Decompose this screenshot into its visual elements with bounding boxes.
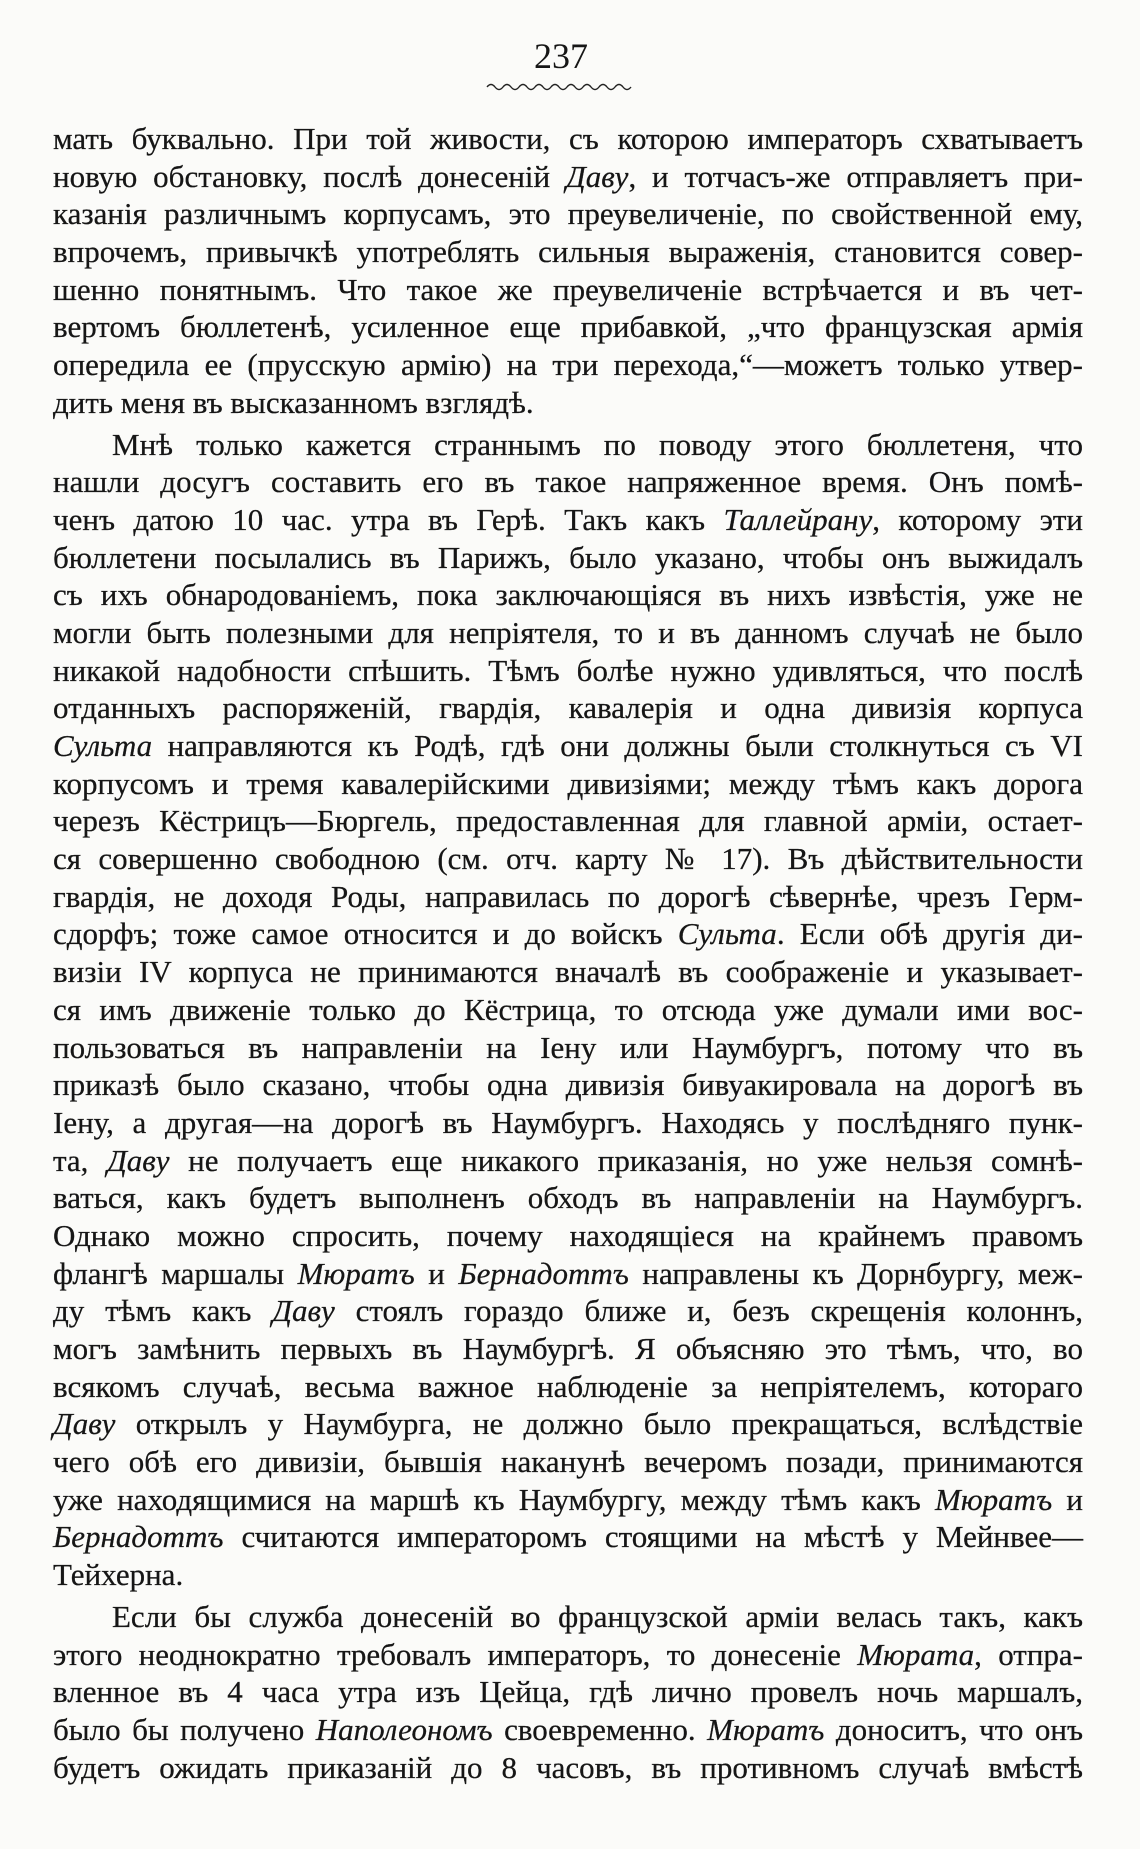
- text-run: флангѣ маршалы: [53, 1255, 298, 1291]
- text-line: [53, 991, 1083, 1029]
- text-run: та,: [53, 1142, 108, 1178]
- text-line: [53, 1142, 1083, 1180]
- text-run: отданныхъ распоряженій, гвардія, кавалерія и одна дивизія корпуса: [53, 690, 1083, 726]
- text-run: направляются къ Родѣ, гдѣ они должны были столкнуться съ VI: [152, 728, 1083, 763]
- text-line: [53, 158, 1083, 196]
- text-line: [53, 384, 1083, 422]
- text-line: [53, 878, 1083, 916]
- text-run: доноситъ, что онъ: [824, 1711, 1083, 1747]
- text-line: [53, 1368, 1083, 1406]
- italic-name-run: Мюратъ: [297, 1255, 415, 1291]
- text-run: шенно понятнымъ. Что такое же преувеличеніе встрѣчается и въ чет-: [53, 271, 1083, 307]
- text-line: [53, 426, 1083, 464]
- text-line: [53, 652, 1083, 690]
- text-run: опередила ее (прусскую армію) на три перехода,“—можетъ только утвер-: [53, 347, 1083, 383]
- italic-name-run: Бернадоттъ: [53, 1519, 224, 1555]
- text-line: [53, 1443, 1083, 1481]
- text-line: [53, 1029, 1083, 1067]
- text-line: [53, 1405, 1083, 1443]
- italic-name-run: Таллейрану: [723, 501, 873, 537]
- text-run: казанія различнымъ корпусамъ, это преувеличеніе, по свойственной ему,: [53, 196, 1083, 232]
- text-line: [53, 1104, 1083, 1142]
- text-line: [53, 614, 1083, 652]
- text-line: [53, 1673, 1083, 1711]
- text-run: могъ замѣнить первыхъ въ Наумбургѣ. Я объясняю это тѣмъ, что, во: [53, 1331, 1083, 1366]
- text-line: [53, 233, 1083, 271]
- text-run: ся имъ движеніе только до Кёстрица, то отсюда уже думали ими вос-: [53, 991, 1083, 1027]
- paragraph: [53, 426, 1083, 1594]
- text-run: нашли досугъ составить его въ такое напряженное время. Онъ помѣ-: [53, 464, 1083, 500]
- italic-name-run: Даву: [107, 1142, 170, 1178]
- italic-name-run: Сульта: [53, 728, 153, 763]
- text-run: дить меня въ высказанномъ взглядѣ.: [53, 384, 534, 420]
- text-line: [53, 1749, 1083, 1787]
- text-line: [53, 727, 1083, 765]
- text-run: вертомъ бюллетенѣ, усиленное еще прибавкой, „что французская армія: [53, 309, 1083, 345]
- italic-name-run: Мюратъ: [935, 1481, 1053, 1517]
- italic-name-run: Даву: [272, 1293, 335, 1329]
- text-run: было бы получено: [53, 1711, 316, 1747]
- text-line: [53, 1330, 1083, 1368]
- text-run: , которому эти: [872, 501, 1084, 537]
- text-run: пользоваться въ направленіи на Іену или Наумбургъ, потому что въ: [53, 1029, 1083, 1065]
- text-run: ченъ датою 10 час. утра въ Герѣ. Такъ какъ: [53, 501, 724, 537]
- text-line: [53, 1556, 1083, 1594]
- text-line: [53, 1217, 1083, 1255]
- text-line: [53, 1711, 1083, 1749]
- text-run: не получаетъ еще никакого приказанія, но уже нельзя сомнѣ-: [169, 1142, 1083, 1178]
- text-run: этого неоднократно требовалъ императоръ, то донесеніе: [53, 1636, 858, 1672]
- text-line: [53, 1255, 1083, 1293]
- text-line: [53, 346, 1083, 384]
- page-number: 237: [534, 36, 588, 76]
- italic-name-run: Наполеономъ: [315, 1711, 493, 1747]
- text-run: стоялъ гораздо ближе и, безъ скрещенія колоннъ,: [334, 1293, 1083, 1329]
- text-run: Іену, а другая—на дорогѣ въ Наумбургъ. Находясь у послѣдняго пунк-: [53, 1104, 1083, 1140]
- text-run: ваться, какъ будетъ выполненъ обходъ въ направленіи на Наумбургъ.: [53, 1180, 1083, 1216]
- text-line: [53, 1481, 1083, 1519]
- text-line: [53, 1179, 1083, 1217]
- text-line: [53, 308, 1083, 346]
- text-run: Если бы служба донесеній во французской арміи велась такъ, какъ: [112, 1598, 1083, 1634]
- text-line: [53, 271, 1083, 309]
- text-line: [53, 765, 1083, 803]
- text-line: [53, 463, 1083, 501]
- italic-name-run: Даву: [565, 158, 629, 194]
- paragraph: [53, 1598, 1083, 1786]
- text-run: , отпра-: [974, 1636, 1083, 1672]
- text-run: Однако можно спросить, почему находящіеся на крайнемъ правомъ: [53, 1217, 1083, 1253]
- text-run: впрочемъ, привычкѣ употреблять сильныя выраженія, становится совер-: [53, 234, 1083, 270]
- text-run: своевременно.: [492, 1711, 708, 1747]
- text-run: черезъ Кёстрицъ—Бюргель, предоставленная для главной арміи, остает-: [53, 803, 1083, 839]
- text-run: сдорфъ; тоже самое относится и до войскъ: [53, 916, 678, 952]
- italic-name-run: Даву: [53, 1406, 116, 1442]
- text-run: открылъ у Наумбурга, не должно было прекращаться, вслѣдствіе: [115, 1406, 1083, 1442]
- text-run: будетъ ожидать приказаній до 8 часовъ, въ противномъ случаѣ вмѣстѣ: [53, 1749, 1083, 1785]
- text-run: считаются императоромъ стоящими на мѣстѣ у Мейнвее—: [223, 1519, 1083, 1555]
- text-run: никакой надобности спѣшить. Тѣмъ болѣе нужно удивляться, что послѣ: [53, 652, 1083, 688]
- text-run: и: [1052, 1481, 1083, 1517]
- text-run: . Если обѣ другія ди-: [776, 916, 1083, 952]
- text-line: [53, 689, 1083, 727]
- text-run: всякомъ случаѣ, весьма важное наблюденіе за непріятелемъ, котораго: [53, 1368, 1083, 1404]
- text-run: уже находящимися на маршѣ къ Наумбургу, между тѣмъ какъ: [53, 1481, 935, 1517]
- text-run: визіи IV корпуса не принимаются вначалѣ въ соображеніе и указывает-: [53, 954, 1083, 990]
- italic-name-run: Мюратъ: [707, 1711, 825, 1747]
- text-run: новую обстановку, послѣ донесеній: [53, 158, 566, 194]
- text-run: и: [414, 1255, 459, 1291]
- text-run: чего обѣ его дивизіи, бывшія наканунѣ вечеромъ позади, принимаются: [53, 1444, 1083, 1480]
- italic-name-run: Бернадоттъ: [458, 1255, 629, 1291]
- italic-name-run: Сульта: [677, 916, 777, 952]
- text-run: ду тѣмъ какъ: [53, 1293, 273, 1329]
- text-line: [53, 915, 1083, 953]
- text-line: [53, 576, 1083, 614]
- paragraph: [53, 120, 1083, 422]
- text-run: могли быть полезными для непріятеля, то и въ данномъ случаѣ не было: [53, 614, 1083, 650]
- text-run: мать буквально. При той живости, съ которою императоръ схватываетъ: [53, 121, 1083, 156]
- text-run: Мнѣ только кажется страннымъ по поводу этого бюллетеня, что: [112, 426, 1083, 462]
- text-line: [53, 802, 1083, 840]
- text-line: [53, 953, 1083, 991]
- text-line: [53, 1598, 1083, 1636]
- text-line: [53, 195, 1083, 233]
- text-line: [53, 539, 1083, 577]
- body-text: [53, 120, 1083, 1786]
- text-line: [53, 1636, 1083, 1674]
- text-run: вленное въ 4 часа утра изъ Цейца, гдѣ лично провелъ ночь маршалъ,: [53, 1674, 1083, 1710]
- italic-name-run: Мюрата: [857, 1636, 975, 1672]
- text-run: направлены къ Дорнбургу, меж-: [628, 1255, 1083, 1291]
- text-run: бюллетени посылались въ Парижъ, было указано, чтобы онъ выжидалъ: [53, 539, 1083, 575]
- text-run: , и тотчасъ-же отправляетъ при-: [628, 158, 1083, 194]
- text-run: ся совершенно свободною (см. отч. карту № 17). Въ дѣйствительности: [53, 841, 1083, 877]
- text-run: приказѣ было сказано, чтобы одна дивизія бивуакировала на дорогѣ въ: [53, 1067, 1083, 1103]
- text-line: [53, 1518, 1083, 1556]
- text-line: [53, 1292, 1083, 1330]
- text-line: [53, 120, 1083, 158]
- text-run: Тейхерна.: [53, 1557, 184, 1593]
- text-run: гвардія, не доходя Роды, направилась по дорогѣ сѣвернѣе, чрезъ Герм-: [53, 878, 1083, 914]
- text-line: [53, 1066, 1083, 1104]
- text-line: [53, 501, 1083, 539]
- page-number-ornament: [486, 81, 632, 93]
- text-line: [53, 840, 1083, 878]
- text-run: корпусомъ и тремя кавалерійскими дивизіями; между тѣмъ какъ дорога: [53, 765, 1083, 801]
- text-run: съ ихъ обнародованіемъ, пока заключающіяся въ нихъ извѣстія, уже не: [53, 577, 1083, 613]
